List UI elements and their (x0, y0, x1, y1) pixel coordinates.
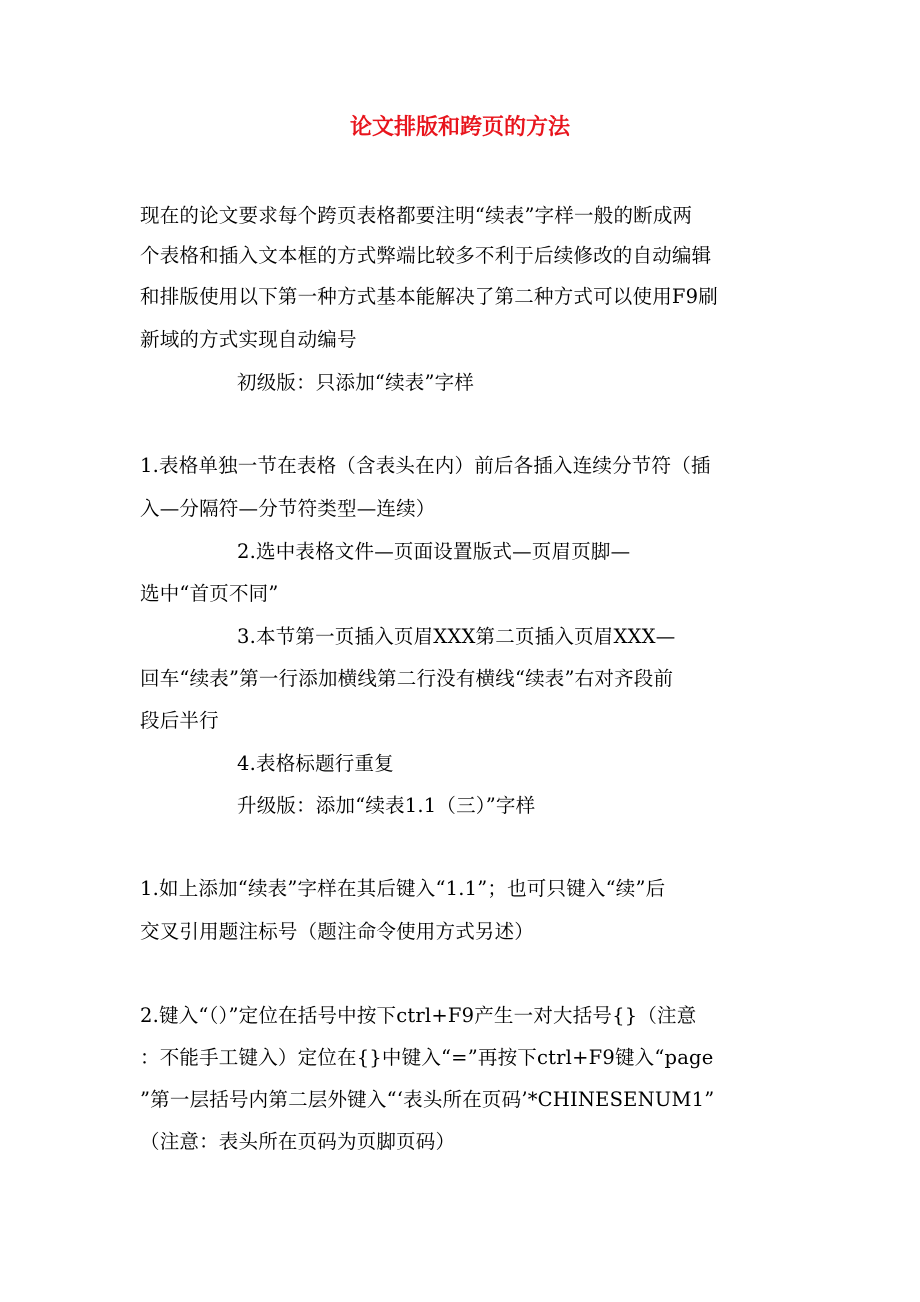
paragraph-line: 2.选中表格文件—页面设置版式—页眉页脚— (237, 540, 631, 563)
paragraph-line: ”第一层括号内第二层外键入“‘表头所在页码’*CHINESENUM1” (140, 1088, 715, 1111)
paragraph-line: 选中“首页不同” (140, 582, 279, 605)
paragraph-line: ：不能手工键入）定位在{}中键入“=”再按下ctrl+F9键入“page (140, 1046, 714, 1069)
paragraph-line: 现在的论文要求每个跨页表格都要注明“续表”字样一般的断成两 (140, 204, 693, 227)
section-heading: 升级版：添加“续表1.1（三）”字样 (237, 794, 536, 817)
section-heading: 初级版：只添加“续表”字样 (237, 371, 475, 394)
paragraph-line: 个表格和插入文本框的方式弊端比较多不利于后续修改的自动编辑 (140, 244, 712, 267)
paragraph-line: 新域的方式实现自动编号 (140, 328, 357, 351)
paragraph-line: （注意：表头所在页码为页脚页码） (140, 1130, 456, 1153)
paragraph-line: 段后半行 (140, 709, 219, 732)
paragraph-line: 交叉引用题注标号（题注命令使用方式另述） (140, 920, 535, 943)
paragraph-line: 1.如上添加“续表”字样在其后键入“1.1”；也可只键入“续”后 (140, 877, 666, 900)
paragraph-line: 和排版使用以下第一种方式基本能解决了第二种方式可以使用F9刷 (140, 285, 718, 308)
paragraph-line: 4.表格标题行重复 (237, 752, 394, 775)
paragraph-line: 回车“续表”第一行添加横线第二行没有横线“续表”右对齐段前 (140, 667, 674, 690)
paragraph-line: 2.键入“（）”定位在括号中按下ctrl+F9产生一对大括号{}（注意 (140, 1004, 697, 1027)
paragraph-line: 3.本节第一页插入页眉XXX第二页插入页眉XXX— (237, 625, 676, 648)
paragraph-line: 入—分隔符—分节符类型—连续） (140, 497, 436, 520)
paragraph-line: 1.表格单独一节在表格（含表头在内）前后各插入连续分节符（插 (140, 454, 711, 477)
document-title: 论文排版和跨页的方法 (349, 115, 570, 140)
